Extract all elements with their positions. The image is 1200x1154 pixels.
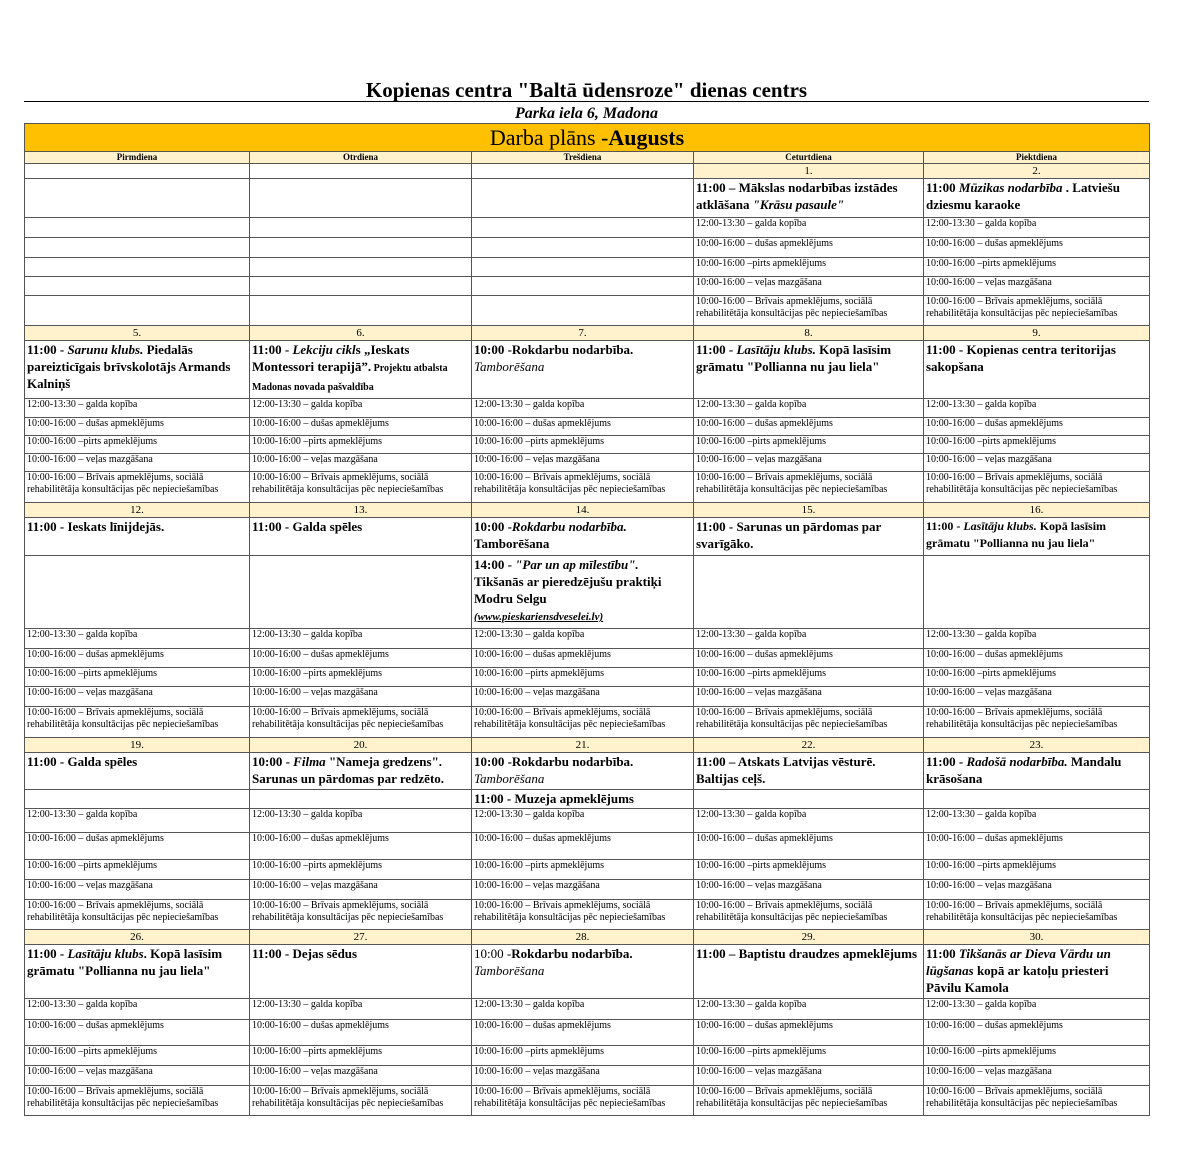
date-cell: 5. xyxy=(25,326,250,341)
service-laundry: 10:00-16:00 – veļas mazgāšana xyxy=(25,454,250,472)
service-shower: 10:00-16:00 – dušas apmeklējums xyxy=(472,1020,694,1046)
date-cell: 8. xyxy=(694,326,924,341)
service-shower: 10:00-16:00 – dušas apmeklējums xyxy=(250,1020,472,1046)
service-sauna: 10:00-16:00 –pirts apmeklējums xyxy=(924,1046,1150,1066)
service-free-visit: 10:00-16:00 – Brīvais apmeklējums, sociālā rehabilitētāja konsultācijas pēc nepieciešamības xyxy=(250,900,472,930)
event-cell: 11:00 - Dejas sēdus xyxy=(250,945,472,999)
service-shower: 10:00-16:00 – dušas apmeklējums xyxy=(250,833,472,860)
service-sauna: 10:00-16:00 –pirts apmeklējums xyxy=(924,436,1150,454)
event-cell: 10:00 - Filma "Nameja gredzens". Sarunas un pārdomas par redzēto. xyxy=(250,753,472,790)
service-meal: 12:00-13:30 – galda kopība xyxy=(250,809,472,833)
service-meal: 12:00-13:30 – galda kopība xyxy=(924,399,1150,418)
date-cell: 28. xyxy=(472,930,694,945)
service-free-visit: 10:00-16:00 – Brīvais apmeklējums, sociālā rehabilitētāja konsultācijas pēc nepieciešamības xyxy=(472,472,694,503)
service-shower: 10:00-16:00 – dušas apmeklējums xyxy=(694,833,924,860)
date-cell xyxy=(25,164,250,179)
service-shower: 10:00-16:00 – dušas apmeklējums xyxy=(924,833,1150,860)
service-free-visit: 10:00-16:00 – Brīvais apmeklējums, sociālā rehabilitētāja konsultācijas pēc nepieciešamības xyxy=(924,296,1150,326)
service-meal: 12:00-13:30 – galda kopība xyxy=(694,629,924,649)
service-laundry: 10:00-16:00 – veļas mazgāšana xyxy=(472,454,694,472)
service-laundry: 10:00-16:00 – veļas mazgāšana xyxy=(694,687,924,707)
service-laundry: 10:00-16:00 – veļas mazgāšana xyxy=(25,880,250,900)
event-cell: 11:00 - Sarunas un pārdomas par svarīgāko. xyxy=(694,518,924,556)
service-meal: 12:00-13:30 – galda kopība xyxy=(25,809,250,833)
day-header-monday: Pirmdiena xyxy=(25,152,250,164)
service-sauna: 10:00-16:00 –pirts apmeklējums xyxy=(472,1046,694,1066)
service-sauna: 10:00-16:00 –pirts apmeklējums xyxy=(472,860,694,880)
service-laundry: 10:00-16:00 – veļas mazgāšana xyxy=(694,277,924,296)
service-free-visit: 10:00-16:00 – Brīvais apmeklējums, sociālā rehabilitētāja konsultācijas pēc nepieciešamības xyxy=(250,1086,472,1116)
address-subtitle: Parka iela 6, Madona xyxy=(514,105,659,122)
service-laundry: 10:00-16:00 – veļas mazgāšana xyxy=(924,880,1150,900)
plan-month-banner xyxy=(25,124,1150,152)
event-link[interactable]: (www.pieskariensdveselei.lv) xyxy=(474,611,604,623)
service-free-visit: 10:00-16:00 – Brīvais apmeklējums, sociālā rehabilitētāja konsultācijas pēc nepieciešamības xyxy=(694,472,924,503)
service-free-visit: 10:00-16:00 – Brīvais apmeklējums, sociālā rehabilitētāja konsultācijas pēc nepieciešamības xyxy=(694,1086,924,1116)
service-meal: 12:00-13:30 – galda kopība xyxy=(25,399,250,418)
service-free-visit: 10:00-16:00 – Brīvais apmeklējums, sociālā rehabilitētāja konsultācijas pēc nepieciešamības xyxy=(472,707,694,738)
event-cell xyxy=(25,179,250,218)
event-cell: 11:00 – Atskats Latvijas vēsturē. Baltijas ceļš. xyxy=(694,753,924,790)
service-shower: 10:00-16:00 – dušas apmeklējums xyxy=(472,418,694,436)
service-sauna: 10:00-16:00 –pirts apmeklējums xyxy=(250,436,472,454)
service-meal: 12:00-13:30 – galda kopība xyxy=(924,999,1150,1020)
event-cell xyxy=(472,179,694,218)
service-free-visit: 10:00-16:00 – Brīvais apmeklējums, sociālā rehabilitētāja konsultācijas pēc nepieciešamības xyxy=(25,1086,250,1116)
date-cell: 20. xyxy=(250,738,472,753)
service-laundry: 10:00-16:00 – veļas mazgāšana xyxy=(924,687,1150,707)
date-cell: 26. xyxy=(25,930,250,945)
event-cell: 11:00 - Lasītāju klubs. Kopā lasīsim grāmatu "Pollianna nu jau liela" xyxy=(694,341,924,399)
service-shower: 10:00-16:00 – dušas apmeklējums xyxy=(694,418,924,436)
service-free-visit: 10:00-16:00 – Brīvais apmeklējums, sociālā rehabilitētāja konsultācijas pēc nepieciešamības xyxy=(25,707,250,738)
service-meal: 12:00-13:30 – galda kopība xyxy=(924,218,1150,238)
date-cell: 13. xyxy=(250,503,472,518)
service-sauna: 10:00-16:00 –pirts apmeklējums xyxy=(25,1046,250,1066)
event-cell: 11:00 - Lasītāju klubs. Kopā lasīsim grāmatu "Pollianna nu jau liela" xyxy=(25,945,250,999)
date-cell: 6. xyxy=(250,326,472,341)
service-shower: 10:00-16:00 – dušas apmeklējums xyxy=(694,649,924,668)
service-meal: 12:00-13:30 – galda kopība xyxy=(250,999,472,1020)
date-cell: 30. xyxy=(924,930,1150,945)
title-divider xyxy=(24,101,1149,102)
date-cell: 9. xyxy=(924,326,1150,341)
service-shower: 10:00-16:00 – dušas apmeklējums xyxy=(924,418,1150,436)
date-cell: 15. xyxy=(694,503,924,518)
event-cell: 11:00 – Baptistu draudzes apmeklējums xyxy=(694,945,924,999)
date-cell: 19. xyxy=(25,738,250,753)
service-free-visit: 10:00-16:00 – Brīvais apmeklējums, sociālā rehabilitētāja konsultācijas pēc nepieciešamības xyxy=(924,707,1150,738)
service-shower: 10:00-16:00 – dušas apmeklējums xyxy=(694,238,924,258)
service-shower: 10:00-16:00 – dušas apmeklējums xyxy=(694,1020,924,1046)
event-cell: 10:00 -Rokdarbu nodarbība. Tamborēšana xyxy=(472,753,694,790)
service-meal: 12:00-13:30 – galda kopība xyxy=(472,629,694,649)
date-cell: 2. xyxy=(924,164,1150,179)
day-header-wednesday: Trešdiena xyxy=(472,152,694,164)
service-meal: 12:00-13:30 – galda kopība xyxy=(25,999,250,1020)
service-laundry: 10:00-16:00 – veļas mazgāšana xyxy=(472,687,694,707)
day-header-friday: Piektdiena xyxy=(924,152,1150,164)
service-sauna: 10:00-16:00 –pirts apmeklējums xyxy=(250,860,472,880)
service-meal: 12:00-13:30 – galda kopība xyxy=(694,999,924,1020)
service-free-visit: 10:00-16:00 – Brīvais apmeklējums, sociālā rehabilitētāja konsultācijas pēc nepieciešamības xyxy=(25,472,250,503)
event-cell: 11:00 - Kopienas centra teritorijas sakopšana xyxy=(924,341,1150,399)
service-sauna: 10:00-16:00 –pirts apmeklējums xyxy=(250,1046,472,1066)
service-meal: 12:00-13:30 – galda kopība xyxy=(694,218,924,238)
plan-month: Augusts xyxy=(608,125,685,150)
service-sauna: 10:00-16:00 –pirts apmeklējums xyxy=(694,668,924,687)
event-cell: 11:00 - Galda spēles xyxy=(250,518,472,556)
service-laundry: 10:00-16:00 – veļas mazgāšana xyxy=(924,1066,1150,1086)
service-sauna: 10:00-16:00 –pirts apmeklējums xyxy=(694,258,924,277)
service-meal: 12:00-13:30 – galda kopība xyxy=(924,629,1150,649)
date-cell: 29. xyxy=(694,930,924,945)
service-free-visit: 10:00-16:00 – Brīvais apmeklējums, sociālā rehabilitētāja konsultācijas pēc nepieciešamības xyxy=(472,900,694,930)
service-laundry: 10:00-16:00 – veļas mazgāšana xyxy=(25,687,250,707)
service-meal: 12:00-13:30 – galda kopība xyxy=(472,399,694,418)
service-laundry: 10:00-16:00 – veļas mazgāšana xyxy=(924,277,1150,296)
date-cell: 23. xyxy=(924,738,1150,753)
event-cell: 11:00 - Sarunu klubs. Piedalās pareizticīgais brīvskolotājs Armands Kalniņš xyxy=(25,341,250,399)
day-header-thursday: Ceturtdiena xyxy=(694,152,924,164)
date-cell: 7. xyxy=(472,326,694,341)
service-shower: 10:00-16:00 – dušas apmeklējums xyxy=(250,649,472,668)
event-cell: 11:00 - Galda spēles xyxy=(25,753,250,790)
service-shower: 10:00-16:00 – dušas apmeklējums xyxy=(25,833,250,860)
service-laundry: 10:00-16:00 – veļas mazgāšana xyxy=(25,1066,250,1086)
date-cell: 27. xyxy=(250,930,472,945)
page-title: Kopienas centra "Baltā ūdensroze" dienas centrs xyxy=(365,78,808,102)
service-laundry: 10:00-16:00 – veļas mazgāšana xyxy=(924,454,1150,472)
service-sauna: 10:00-16:00 –pirts apmeklējums xyxy=(25,668,250,687)
service-shower: 10:00-16:00 – dušas apmeklējums xyxy=(924,1020,1150,1046)
service-meal: 12:00-13:30 – galda kopība xyxy=(25,629,250,649)
service-free-visit: 10:00-16:00 – Brīvais apmeklējums, sociālā rehabilitētāja konsultācijas pēc nepieciešamības xyxy=(250,472,472,503)
service-sauna: 10:00-16:00 –pirts apmeklējums xyxy=(694,860,924,880)
date-cell: 1. xyxy=(694,164,924,179)
service-sauna: 10:00-16:00 –pirts apmeklējums xyxy=(250,668,472,687)
service-meal: 12:00-13:30 – galda kopība xyxy=(250,399,472,418)
date-cell xyxy=(250,164,472,179)
schedule-table xyxy=(24,123,1150,1116)
service-sauna: 10:00-16:00 –pirts apmeklējums xyxy=(924,860,1150,880)
service-shower: 10:00-16:00 – dušas apmeklējums xyxy=(25,418,250,436)
service-free-visit: 10:00-16:00 – Brīvais apmeklējums, sociālā rehabilitētāja konsultācijas pēc nepieciešamības xyxy=(694,707,924,738)
date-cell: 16. xyxy=(924,503,1150,518)
event-cell xyxy=(250,179,472,218)
service-laundry: 10:00-16:00 – veļas mazgāšana xyxy=(472,1066,694,1086)
service-free-visit: 10:00-16:00 – Brīvais apmeklējums, sociālā rehabilitētāja konsultācijas pēc nepieciešamības xyxy=(694,296,924,326)
service-meal: 12:00-13:30 – galda kopība xyxy=(924,809,1150,833)
service-laundry: 10:00-16:00 – veļas mazgāšana xyxy=(472,880,694,900)
service-meal: 12:00-13:30 – galda kopība xyxy=(694,809,924,833)
date-cell: 22. xyxy=(694,738,924,753)
service-sauna: 10:00-16:00 –pirts apmeklējums xyxy=(924,258,1150,277)
event-cell: 11:00 - Ieskats līnijdejās. xyxy=(25,518,250,556)
event-cell-extra: 11:00 - Muzeja apmeklējums xyxy=(472,790,694,809)
event-cell: 11:00 – Mākslas nodarbības izstādes atklāšana "Krāsu pasaule" xyxy=(694,179,924,218)
service-meal: 12:00-13:30 – galda kopība xyxy=(472,809,694,833)
event-cell: 10:00 -Rokdarbu nodarbība. Tamborēšana xyxy=(472,518,694,556)
service-free-visit: 10:00-16:00 – Brīvais apmeklējums, sociālā rehabilitētāja konsultācijas pēc nepieciešamības xyxy=(924,472,1150,503)
service-free-visit: 10:00-16:00 – Brīvais apmeklējums, sociālā rehabilitētāja konsultācijas pēc nepieciešamības xyxy=(694,900,924,930)
service-shower: 10:00-16:00 – dušas apmeklējums xyxy=(25,1020,250,1046)
service-laundry: 10:00-16:00 – veļas mazgāšana xyxy=(250,880,472,900)
service-laundry: 10:00-16:00 – veļas mazgāšana xyxy=(250,687,472,707)
service-sauna: 10:00-16:00 –pirts apmeklējums xyxy=(25,436,250,454)
service-shower: 10:00-16:00 – dušas apmeklējums xyxy=(472,833,694,860)
event-cell: 11:00 - Lekciju cikls „Ieskats Montessori terapijā”. Projektu atbalsta Madonas novada pašvaldība xyxy=(250,341,472,399)
service-sauna: 10:00-16:00 –pirts apmeklējums xyxy=(25,860,250,880)
plan-prefix: Darba plāns - xyxy=(489,125,609,150)
service-free-visit: 10:00-16:00 – Brīvais apmeklējums, sociālā rehabilitētāja konsultācijas pēc nepieciešamības xyxy=(472,1086,694,1116)
event-cell-extra: 14:00 - "Par un ap mīlestību". Tikšanās ar pieredzējušu praktiķi Modru Selgu (www.pieskariensdveselei.lv) xyxy=(472,556,694,629)
service-laundry: 10:00-16:00 – veļas mazgāšana xyxy=(694,454,924,472)
service-meal: 12:00-13:30 – galda kopība xyxy=(694,399,924,418)
service-laundry: 10:00-16:00 – veļas mazgāšana xyxy=(250,1066,472,1086)
event-cell: 11:00 Mūzikas nodarbība . Latviešu dziesmu karaoke xyxy=(924,179,1150,218)
service-free-visit: 10:00-16:00 – Brīvais apmeklējums, sociālā rehabilitētāja konsultācijas pēc nepieciešamības xyxy=(924,1086,1150,1116)
service-shower: 10:00-16:00 – dušas apmeklējums xyxy=(25,649,250,668)
service-sauna: 10:00-16:00 –pirts apmeklējums xyxy=(694,436,924,454)
service-sauna: 10:00-16:00 –pirts apmeklējums xyxy=(924,668,1150,687)
service-sauna: 10:00-16:00 –pirts apmeklējums xyxy=(472,668,694,687)
service-laundry: 10:00-16:00 – veļas mazgāšana xyxy=(694,880,924,900)
service-laundry: 10:00-16:00 – veļas mazgāšana xyxy=(694,1066,924,1086)
date-cell: 21. xyxy=(472,738,694,753)
date-cell: 12. xyxy=(25,503,250,518)
service-meal: 12:00-13:30 – galda kopība xyxy=(472,999,694,1020)
service-free-visit: 10:00-16:00 – Brīvais apmeklējums, sociālā rehabilitētāja konsultācijas pēc nepieciešamības xyxy=(924,900,1150,930)
event-cell: 11:00 - Radošā nodarbība. Mandalu krāsošana xyxy=(924,753,1150,790)
service-sauna: 10:00-16:00 –pirts apmeklējums xyxy=(472,436,694,454)
date-cell xyxy=(472,164,694,179)
service-meal: 12:00-13:30 – galda kopība xyxy=(250,629,472,649)
service-shower: 10:00-16:00 – dušas apmeklējums xyxy=(250,418,472,436)
service-shower: 10:00-16:00 – dušas apmeklējums xyxy=(924,238,1150,258)
event-cell: 10:00 -Rokdarbu nodarbība. Tamborēšana xyxy=(472,341,694,399)
service-free-visit: 10:00-16:00 – Brīvais apmeklējums, sociālā rehabilitētāja konsultācijas pēc nepieciešamības xyxy=(250,707,472,738)
day-header-tuesday: Otrdiena xyxy=(250,152,472,164)
service-free-visit: 10:00-16:00 – Brīvais apmeklējums, sociālā rehabilitētāja konsultācijas pēc nepieciešamības xyxy=(25,900,250,930)
event-cell: 10:00 -Rokdarbu nodarbība. Tamborēšana xyxy=(472,945,694,999)
service-shower: 10:00-16:00 – dušas apmeklējums xyxy=(472,649,694,668)
service-shower: 10:00-16:00 – dušas apmeklējums xyxy=(924,649,1150,668)
event-cell: 11:00 - Lasītāju klubs. Kopā lasīsim grāmatu "Pollianna nu jau liela" xyxy=(924,518,1150,556)
date-cell: 14. xyxy=(472,503,694,518)
service-laundry: 10:00-16:00 – veļas mazgāšana xyxy=(250,454,472,472)
service-sauna: 10:00-16:00 –pirts apmeklējums xyxy=(694,1046,924,1066)
event-cell: 11:00 Tikšanās ar Dieva Vārdu un lūgšanas kopā ar katoļu priesteri Pāvilu Kamola xyxy=(924,945,1150,999)
